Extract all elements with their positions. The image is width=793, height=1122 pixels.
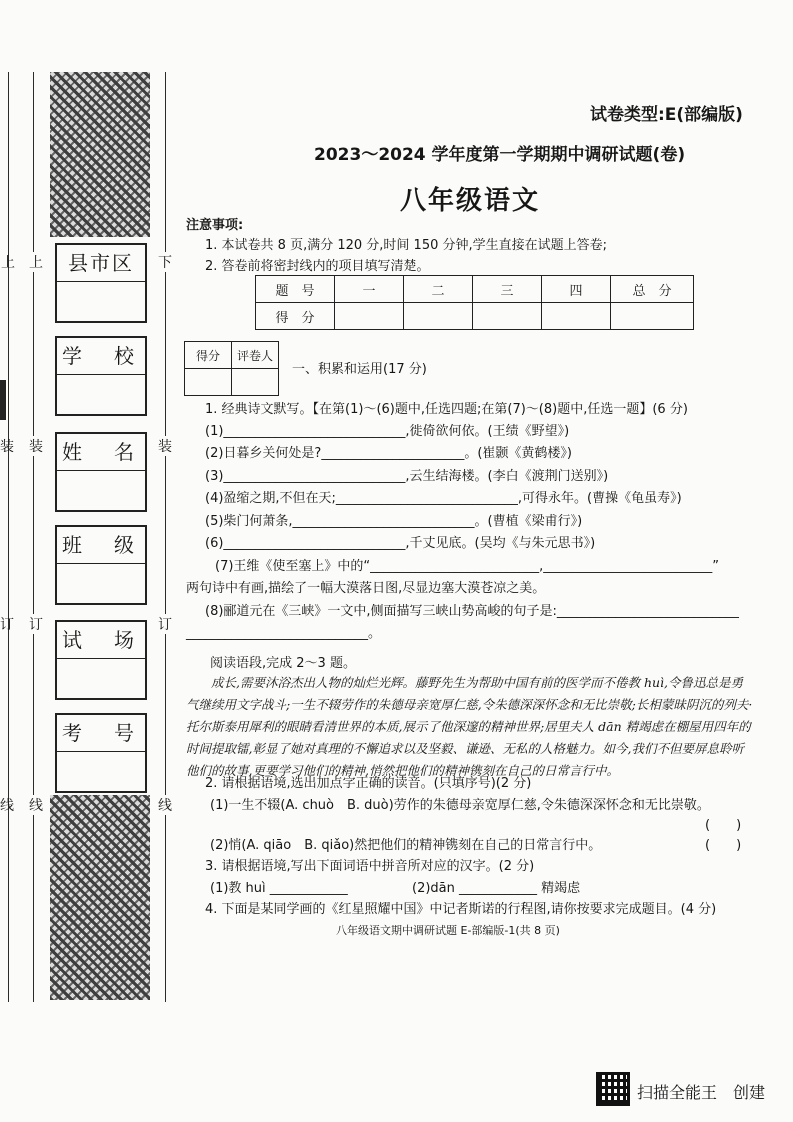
grader-score-cell[interactable] xyxy=(185,369,232,396)
score-header-4: 四 xyxy=(542,276,611,303)
notice-item-1: 1. 本试卷共 8 页,满分 120 分,时间 150 分钟,学生直接在试题上答卷; xyxy=(205,238,608,253)
q3-stem: 3. 请根据语境,写出下面词语中拼音所对应的汉字。(2 分) xyxy=(205,859,535,874)
score-header-1: 一 xyxy=(335,276,404,303)
score-header-2: 二 xyxy=(404,276,473,303)
outer-char-shang: 上 xyxy=(29,252,43,272)
field-name[interactable] xyxy=(55,432,147,512)
far-left-char-xian: 线 xyxy=(0,798,14,814)
grader-name-label: 评卷人 xyxy=(232,342,279,369)
score-header-question: 题 号 xyxy=(256,276,335,303)
qr-pattern-strip-bottom xyxy=(50,795,150,1000)
q2-item-2-answer[interactable]: ( ) xyxy=(705,838,742,853)
inner-char-zhuang: 装 xyxy=(158,436,172,456)
q3-item-1[interactable]: (1)教 huì ____________ xyxy=(210,881,348,896)
score-table xyxy=(255,275,694,330)
field-class[interactable] xyxy=(55,525,147,605)
subject-title: 八年级语文 xyxy=(400,186,541,216)
qr-code-icon xyxy=(596,1072,630,1106)
score-cell-2[interactable] xyxy=(404,303,473,330)
q3-item-2[interactable]: (2)dān ____________ 精竭虑 xyxy=(412,881,581,896)
field-school-label: 学 校 xyxy=(57,338,145,375)
inner-char-xia: 下 xyxy=(158,252,172,272)
q2-stem: 2. 请根据语境,选出加点字正确的读音。(只填序号)(2 分) xyxy=(205,776,532,791)
page-footer: 八年级语文期中调研试题 E-部编版-1(共 8 页) xyxy=(336,924,560,937)
grader-table xyxy=(184,341,279,396)
field-exam-number[interactable] xyxy=(55,713,147,793)
reading-passage: 成长,需要沐浴杰出人物的灿烂光辉。藤野先生为帮助中国有前的医学而不倦教 huì,令鲁迅总是勇气继续用文字战斗;一生不辍劳作的朱德母亲宽厚仁慈,令朱德深深怀念和无比崇敬;长相蒙昧阴沉的列夫·托尔斯泰用犀利的眼睛看清世界的本质,展示了他深邃的精神世界;居里夫人 dān 精竭虑在棚屋用四年的时间提取镭,彰显了她对真理的不懈追求以及坚毅、谦逊、无私的人格魅力。如今,我们不但要屏息聆听他们的故事,更要学习他们的精神,悄然把他们的精神镌刻在自己的日常言行中。 xyxy=(186,675,753,778)
score-header-3: 三 xyxy=(473,276,542,303)
q1-stem: 1. 经典诗文默写。【在第(1)～(6)题中,任选四题;在第(7)～(8)题中,任选一题】(6 分) xyxy=(205,402,688,417)
q2-item-1: (1)一生不辍(A. chuò B. duò)劳作的朱德母亲宽厚仁慈,令朱德深深怀念和无比崇敬。 xyxy=(210,798,710,813)
field-exam-room[interactable] xyxy=(55,620,147,700)
section1-title: 一、积累和运用(17 分) xyxy=(292,362,427,377)
score-cell-1[interactable] xyxy=(335,303,404,330)
grader-name-cell[interactable] xyxy=(232,369,279,396)
q2-item-2: (2)悄(A. qiāo B. qiǎo)然把他们的精神镌刻在自己的日常言行中。 xyxy=(210,838,602,853)
far-left-char-shang: 上 xyxy=(1,255,15,271)
q1-line-8b[interactable]: ____________________________。 xyxy=(186,626,382,641)
watermark-action: 创建 xyxy=(733,1083,766,1102)
exam-title: 2023～2024 学年度第一学期期中调研试题(卷) xyxy=(314,145,686,165)
inner-char-ding: 订 xyxy=(158,614,172,634)
field-name-label: 姓 名 xyxy=(57,434,145,471)
field-county-label: 县市区 xyxy=(57,245,145,282)
outer-char-xian: 线 xyxy=(29,795,43,815)
field-county[interactable] xyxy=(55,243,147,323)
score-cell-3[interactable] xyxy=(473,303,542,330)
score-row-label: 得 分 xyxy=(256,303,335,330)
field-class-label: 班 级 xyxy=(57,527,145,564)
notice-item-2: 2. 答卷前将密封线内的项目填写清楚。 xyxy=(205,259,430,274)
score-cell-4[interactable] xyxy=(542,303,611,330)
binding-dark-mark xyxy=(0,380,6,420)
field-school[interactable] xyxy=(55,336,147,416)
watermark-app: 扫描全能王 xyxy=(637,1083,718,1102)
q1-line-6[interactable]: (6)____________________________,千丈见底。(吴均《与朱元思书》) xyxy=(205,536,596,551)
far-left-char-zhuang: 装 xyxy=(0,439,14,455)
q1-line-7[interactable]: (7)王维《使至塞上》中的“__________________________,__________________________” xyxy=(215,559,720,574)
q1-line-5[interactable]: (5)柴门何萧条,____________________________。(曹植《梁甫行》) xyxy=(205,514,583,529)
reading-intro: 阅读语段,完成 2～3 题。 xyxy=(210,656,356,671)
q1-line-1[interactable]: (1)____________________________,徙倚欲何依。(王绩《野望》) xyxy=(205,424,570,439)
field-exam-number-label: 考 号 xyxy=(57,715,145,752)
binding-line-far-left xyxy=(8,72,9,1002)
q2-item-1-answer[interactable]: ( ) xyxy=(705,818,742,833)
q1-line-2[interactable]: (2)日暮乡关何处是?______________________。(崔颢《黄鹤楼》) xyxy=(205,446,572,461)
q1-line-7b: 两句诗中有画,描绘了一幅大漠落日图,尽显边塞大漠苍凉之美。 xyxy=(186,581,546,596)
q1-line-4[interactable]: (4)盈缩之期,不但在天;____________________________,可得永年。(曹操《龟虽寿》) xyxy=(205,491,682,506)
q1-line-8[interactable]: (8)郦道元在《三峡》一文中,侧面描写三峡山势高峻的句子是:____________________________ xyxy=(205,604,739,619)
score-cell-total[interactable] xyxy=(611,303,694,330)
outer-char-ding: 订 xyxy=(29,614,43,634)
score-header-total: 总 分 xyxy=(611,276,694,303)
inner-char-xian: 线 xyxy=(158,795,172,815)
outer-char-zhuang: 装 xyxy=(29,436,43,456)
binding-line-outer xyxy=(33,72,34,1002)
field-exam-room-label: 试 场 xyxy=(57,622,145,659)
paper-type: 试卷类型:E(部编版) xyxy=(590,105,743,125)
qr-pattern-strip-top xyxy=(50,72,150,237)
notice-title: 注意事项: xyxy=(186,218,244,233)
grader-score-label: 得分 xyxy=(185,342,232,369)
q4-stem: 4. 下面是某同学画的《红星照耀中国》中记者斯诺的行程图,请你按要求完成题目。(4 分) xyxy=(205,902,717,917)
q1-line-3[interactable]: (3)____________________________,云生结海楼。(李白《渡荆门送别》) xyxy=(205,469,609,484)
binding-line-inner xyxy=(165,72,166,1002)
far-left-char-ding: 订 xyxy=(0,617,14,633)
